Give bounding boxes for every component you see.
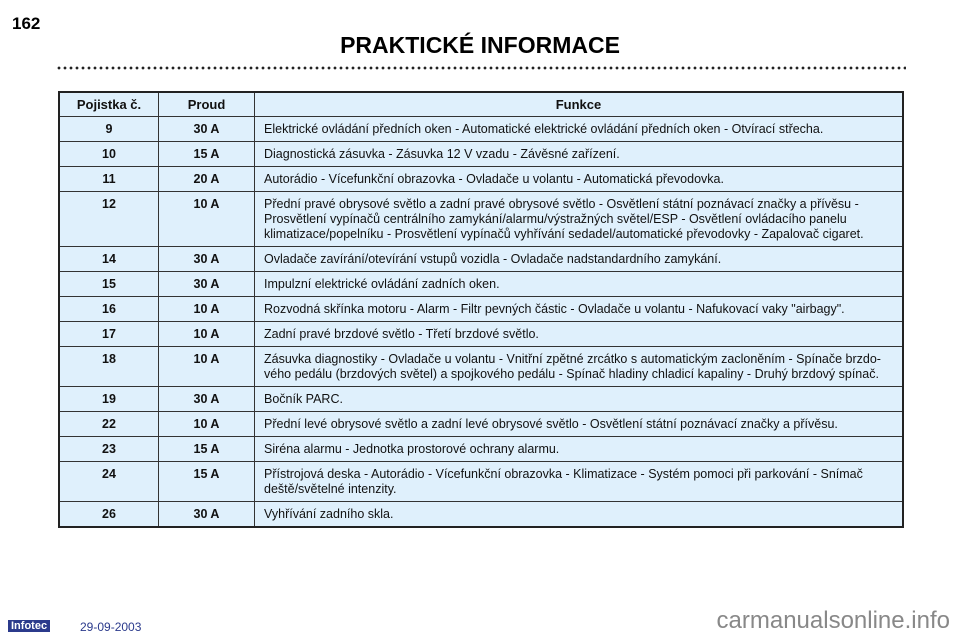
fuse-function: Autorádio - Vícefunkční obrazovka - Ovladače u volantu - Automatická převodovka. [255,167,904,192]
fuse-function: Rozvodná skřínka motoru - Alarm - Filtr pevných částic - Ovladače u volantu - Nafukovací vaky "airbagy". [255,297,904,322]
table-row [59,347,903,387]
fuse-number: 9 [59,117,159,142]
watermark: carmanualsonline.info [716,607,950,634]
fuse-current: 15 A [159,437,255,462]
table-row [59,167,903,192]
header-current: Proud [159,92,255,117]
table-row [59,142,903,167]
table-row [59,247,903,272]
page-title: PRAKTICKÉ INFORMACE [340,32,620,58]
fuse-number: 10 [59,142,159,167]
header-fuse: Pojistka č. [59,92,159,117]
fuse-current: 30 A [159,247,255,272]
fuse-current: 30 A [159,272,255,297]
fuse-function: Elektrické ovládání předních oken - Automatické elektrické ovládání předních oken - Otvírací střecha. [255,117,904,142]
table-row [59,462,903,502]
fuse-number: 18 [59,347,159,387]
fuse-table [58,91,904,528]
fuse-current: 10 A [159,297,255,322]
table-row [59,387,903,412]
fuse-function: Přístrojová deska - Autorádio - Vícefunkční obrazovka - Klimatizace - Systém pomoci při parkování - Snímač deště/světelné intenzity. [255,462,904,502]
infotec-logo: Infotec [8,620,50,632]
fuse-function: Diagnostická zásuvka - Zásuvka 12 V vzadu - Závěsné zařízení. [255,142,904,167]
fuse-current: 10 A [159,192,255,247]
fuse-number: 23 [59,437,159,462]
fuse-function: Vyhřívání zadního skla. [255,502,904,528]
fuse-number: 16 [59,297,159,322]
fuse-current: 10 A [159,412,255,437]
fuse-number: 17 [59,322,159,347]
fuse-number: 26 [59,502,159,528]
table-row [59,437,903,462]
table-row [59,192,903,247]
fuse-function: Ovladače zavírání/otevírání vstupů vozidla - Ovladače nadstandardního zamykání. [255,247,904,272]
fuse-function: Bočník PARC. [255,387,904,412]
fuse-function: Přední pravé obrysové světlo a zadní pravé obrysové světlo - Osvětlení státní poznávací značky a přívěsu - Prosvětlení vypínačů centrálního zamykání/alarmu/výstražných světel/ESP - Osvětlení ovládacího panelu klimatizace/popelníku - Prosvětlení vypínačů vyhřívání sedadel/automatické převodovky - Zapalovač cigaret. [255,192,904,247]
fuse-current: 20 A [159,167,255,192]
page-number: 162 [12,14,41,33]
fuse-number: 14 [59,247,159,272]
fuse-function: Přední levé obrysové světlo a zadní levé obrysové světlo - Osvětlení státní poznávací značky a přívěsu. [255,412,904,437]
fuse-current: 10 A [159,347,255,387]
fuse-number: 19 [59,387,159,412]
header-function: Funkce [255,92,904,117]
fuse-current: 30 A [159,117,255,142]
fuse-number: 11 [59,167,159,192]
fuse-function: Zásuvka diagnostiky - Ovladače u volantu - Vnitřní zpětné zrcátko s automatickým zacloněním - Spínače brzdo-vého pedálu (brzdových světel) a spojkového pedálu - Spínač hladiny chladicí kapaliny - Druhý brzdový spínač. [255,347,904,387]
fuse-current: 10 A [159,322,255,347]
table-row [59,297,903,322]
table-row [59,412,903,437]
table-row [59,502,903,528]
fuse-number: 22 [59,412,159,437]
dotted-divider [56,66,906,70]
fuse-function: Impulzní elektrické ovládání zadních oken. [255,272,904,297]
fuse-number: 12 [59,192,159,247]
fuse-current: 15 A [159,462,255,502]
table-row [59,117,903,142]
table-row [59,322,903,347]
footer-date: 29-09-2003 [80,620,142,634]
fuse-number: 15 [59,272,159,297]
fuse-current: 30 A [159,502,255,528]
fuse-number: 24 [59,462,159,502]
table-row [59,272,903,297]
fuse-current: 30 A [159,387,255,412]
fuse-function: Zadní pravé brzdové světlo - Třetí brzdové světlo. [255,322,904,347]
fuse-current: 15 A [159,142,255,167]
fuse-function: Siréna alarmu - Jednotka prostorové ochrany alarmu. [255,437,904,462]
